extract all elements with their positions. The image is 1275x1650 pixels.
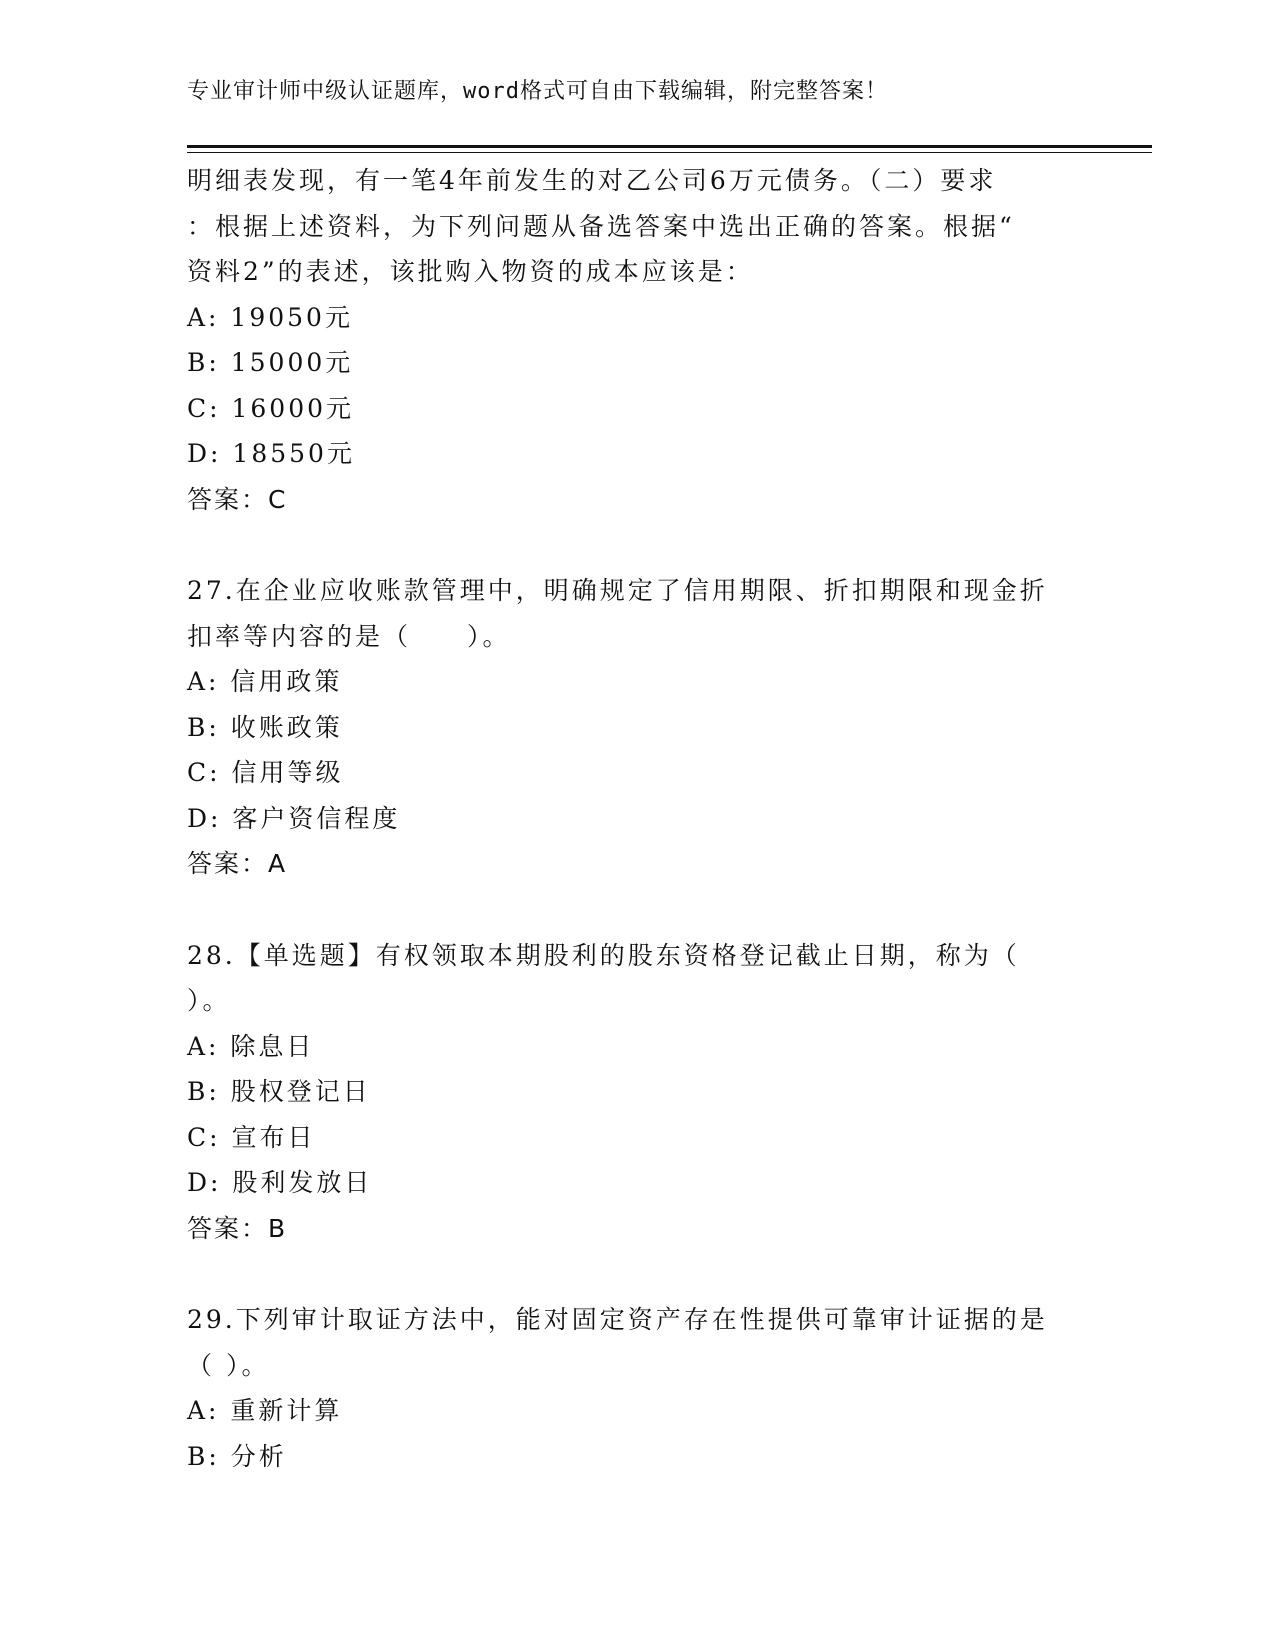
option-b: B: 股权登记日 — [187, 1077, 371, 1106]
option-d: D: 客户资信程度 — [187, 803, 401, 833]
spacer — [187, 887, 1087, 933]
header-rule-thin — [187, 152, 1152, 153]
question-text-line: ）。 — [187, 986, 231, 1015]
option-c: C: 16000元 — [187, 393, 355, 423]
option-a: A: 信用政策 — [187, 667, 343, 696]
question-text-line: 扣率等内容的是（ ）。 — [187, 621, 511, 651]
option-a: A: 重新计算 — [187, 1396, 343, 1425]
question-text-line: （ ）。 — [187, 1350, 270, 1380]
option-a: A: 除息日 — [187, 1031, 315, 1061]
question-26-continued — [187, 158, 1087, 522]
option-b: B: 收账政策 — [187, 712, 343, 742]
header-rule-thick — [187, 145, 1152, 148]
option-d: D: 18550元 — [187, 439, 355, 468]
option-b: B: 分析 — [187, 1441, 287, 1471]
spacer — [187, 522, 1087, 568]
question-text-line: 28.【单选题】有权领取本期股利的股东资格登记截止日期，称为（ — [187, 940, 1020, 970]
answer-text: 答案：A — [187, 849, 288, 878]
question-27 — [187, 568, 1087, 887]
question-29 — [187, 1297, 1087, 1479]
answer-text: 答案：C — [187, 484, 288, 514]
document-body — [187, 158, 1087, 1479]
question-text-line: 资料2”的表述，该批购入物资的成本应该是： — [187, 257, 754, 286]
option-c: C: 信用等级 — [187, 758, 344, 787]
question-text-line: 明细表发现，有一笔4年前发生的对乙公司6万元债务。（二）要求 — [187, 166, 997, 195]
spacer — [187, 1251, 1087, 1297]
question-text-line: 29.下列审计取证方法中，能对固定资产存在性提供可靠审计证据的是 — [187, 1305, 1048, 1334]
answer-text: 答案：B — [187, 1213, 288, 1243]
page-header: 专业审计师中级认证题库，word格式可自由下载编辑，附完整答案！ — [187, 79, 888, 104]
question-28 — [187, 933, 1087, 1252]
option-d: D: 股利发放日 — [187, 1168, 373, 1197]
option-b: B: 15000元 — [187, 348, 354, 377]
question-text-line: ：根据上述资料，为下列问题从备选答案中选出正确的答案。根据“ — [187, 211, 1015, 241]
option-c: C: 宣布日 — [187, 1122, 316, 1152]
question-text-line: 27.在企业应收账款管理中，明确规定了信用期限、折扣期限和现金折 — [187, 576, 1048, 605]
option-a: A: 19050元 — [187, 302, 353, 332]
